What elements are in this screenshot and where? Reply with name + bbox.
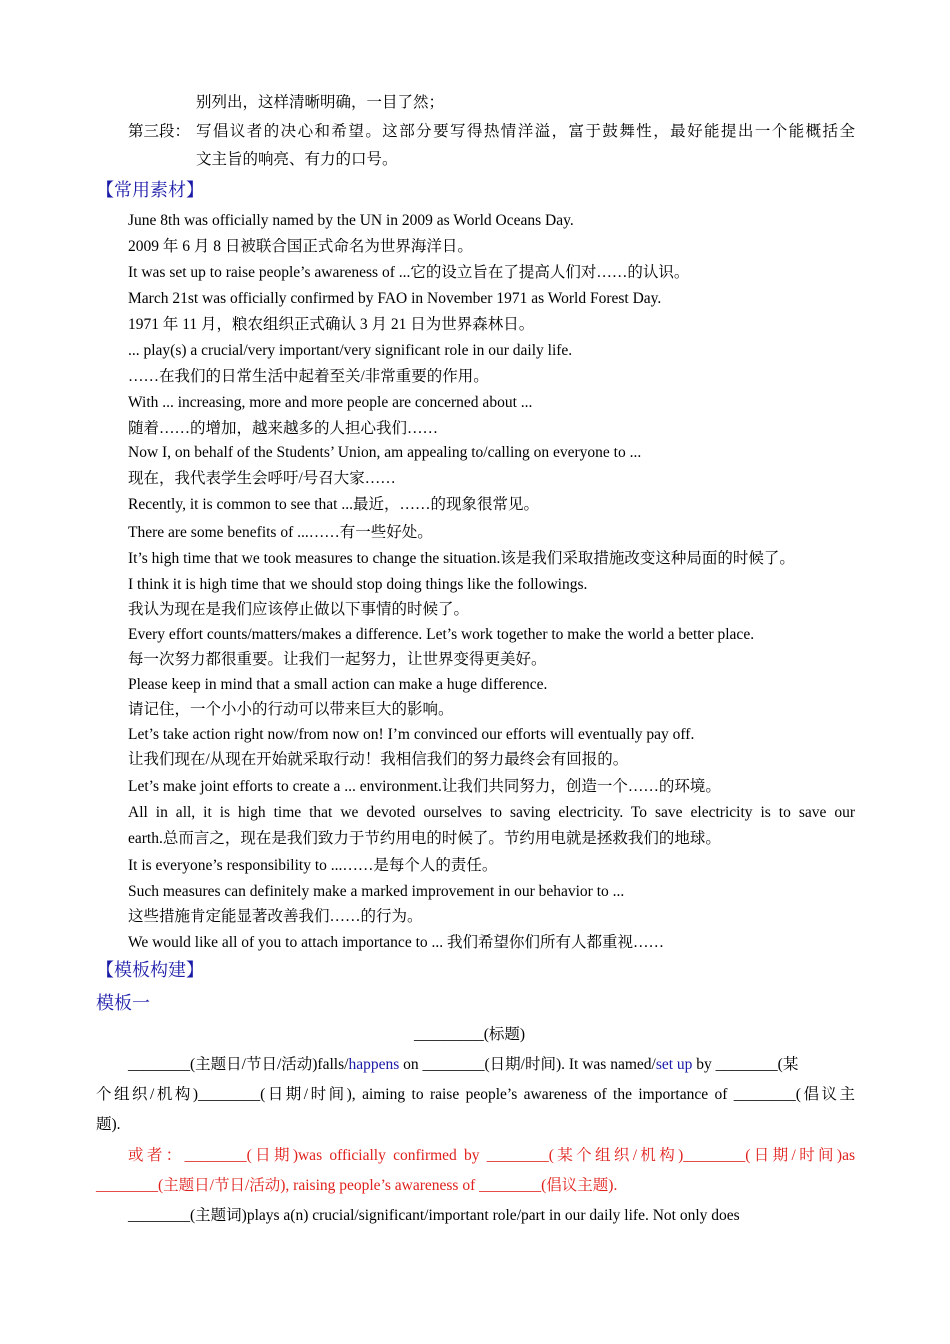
material-line: We would like all of you to attach importance to ... 我们希望你们所有人都重视……: [128, 934, 664, 951]
material-line: June 8th was officially named by the UN in 2009 as World Oceans Day.: [128, 212, 574, 229]
material-line: I think it is high time that we should stop doing things like the followings.: [128, 576, 588, 593]
p1-segment: ________(主题日/节日/活动)falls/: [128, 1056, 349, 1073]
material-line: 每一次努力都很重要。让我们一起努力，让世界变得更美好。: [128, 651, 547, 668]
material-line: 这些措施肯定能显著改善我们……的行为。: [128, 908, 423, 925]
material-line: 现在，我代表学生会呼吁/号召大家……: [128, 470, 396, 487]
template-p1-line3: 题).: [96, 1116, 121, 1133]
template-alt-line1: 或者：________(日期)was officially confirmed by ________(某个组织/机构)________(日期/时间)as: [128, 1147, 855, 1164]
material-line: Now I, on behalf of the Students’ Union, am appealing to/calling on everyone to ...: [128, 444, 642, 461]
material-line: 随着……的增加，越来越多的人担心我们……: [128, 420, 439, 437]
template-title-line: _________(标题): [414, 1026, 526, 1043]
material-line: 请记住，一个小小的行动可以带来巨大的影响。: [128, 701, 454, 718]
material-line: It is everyone’s responsibility to ...……是每个人的责任。: [128, 857, 498, 874]
materials-heading: 【常用素材】: [96, 180, 204, 200]
material-line: All in all, it is high time that we devoted ourselves to saving electricity. To save electricity is to save our: [128, 804, 855, 821]
template-p2-line: ________(主题词)plays a(n) crucial/significant/important role/part in our daily life. Not only does: [128, 1207, 740, 1224]
p1-segment: on ________(日期/时间). It was named/: [399, 1056, 656, 1073]
p1-highlight: set up: [655, 1056, 693, 1073]
material-line: 2009 年 6 月 8 日被联合国正式命名为世界海洋日。: [128, 238, 473, 255]
template-p1-line1: [128, 1054, 798, 1076]
material-line: There are some benefits of ...……有一些好处。: [128, 524, 433, 541]
material-line: With ... increasing, more and more people are concerned about ...: [128, 394, 533, 411]
template-alt-line2: ________(主题日/节日/活动), raising people’s awareness of ________(倡议主题).: [96, 1177, 618, 1194]
template-subheading: 模板一: [96, 993, 150, 1013]
material-line: Let’s take action right now/from now on! I’m convinced our efforts will eventually pay off.: [128, 726, 695, 743]
para3-line2: 文主旨的响亮、有力的口号。: [196, 151, 398, 168]
material-line: 我认为现在是我们应该停止做以下事情的时候了。: [128, 601, 470, 618]
material-line: ... play(s) a crucial/very important/very significant role in our daily life.: [128, 342, 573, 359]
material-line: It’s high time that we took measures to change the situation.该是我们采取措施改变这种局面的时候了。: [128, 550, 795, 567]
para3-label: 第三段：: [128, 123, 191, 140]
material-line: Every effort counts/matters/makes a difference. Let’s work together to make the world a better place.: [128, 626, 755, 643]
material-line: It was set up to raise people’s awareness of ...它的设立旨在了提高人们对……的认识。: [128, 264, 690, 281]
template-p1-line2: 个组织/机构)________(日期/时间), aiming to raise people’s awareness of the importance of ________(倡议主: [96, 1086, 855, 1103]
material-line: 1971 年 11 月，粮农组织正式确认 3 月 21 日为世界森林日。: [128, 316, 535, 333]
material-line: Let’s make joint efforts to create a ... environment.让我们共同努力，创造一个……的环境。: [128, 778, 721, 795]
material-line: 让我们现在/从现在开始就采取行动！我相信我们的努力最终会有回报的。: [128, 751, 629, 768]
material-line: March 21st was officially confirmed by FAO in November 1971 as World Forest Day.: [128, 290, 662, 307]
material-line: earth.总而言之，现在是我们致力于节约用电的时候了。节约用电就是拯救我们的地球。: [128, 830, 721, 847]
material-line: Recently, it is common to see that ...最近，……的现象很常见。: [128, 496, 539, 513]
intro-line: 别列出，这样清晰明确，一目了然；: [196, 94, 445, 111]
material-line: Such measures can definitely make a marked improvement in our behavior to ...: [128, 883, 625, 900]
template-heading: 【模板构建】: [96, 960, 204, 980]
para3-line1: 写倡议者的决心和希望。这部分要写得热情洋溢，富于鼓舞性，最好能提出一个能概括全: [196, 123, 855, 140]
material-line: Please keep in mind that a small action can make a huge difference.: [128, 676, 548, 693]
material-line: ……在我们的日常生活中起着至关/非常重要的作用。: [128, 368, 489, 385]
p1-highlight: happens: [348, 1056, 400, 1073]
p1-segment: by ________(某: [692, 1056, 799, 1073]
